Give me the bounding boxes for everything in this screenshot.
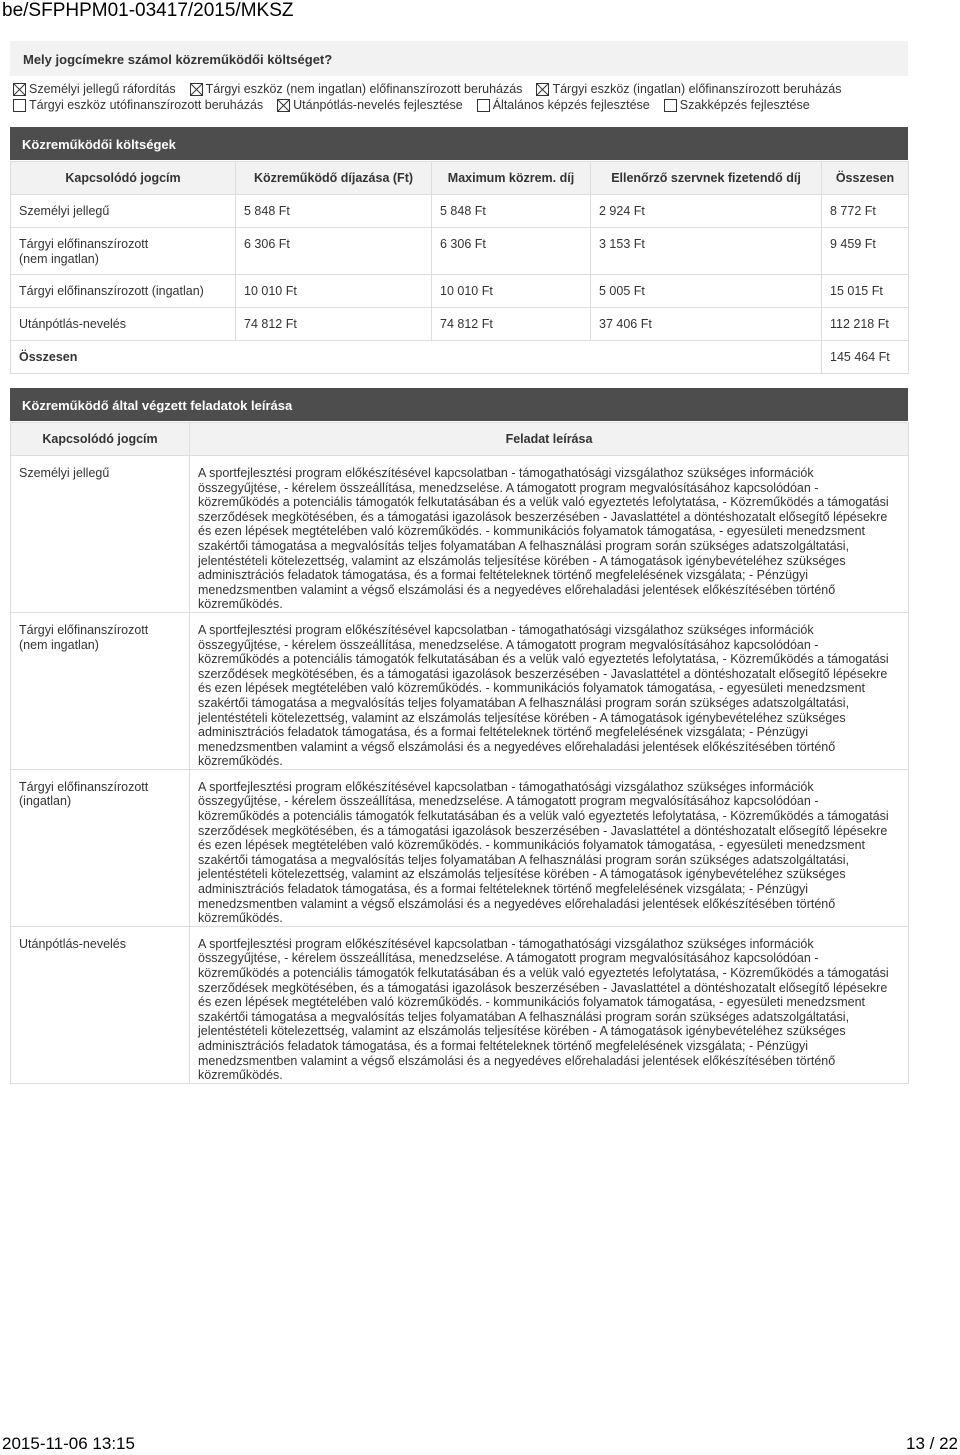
table-cell: Tárgyi előfinanszírozott (ingatlan) xyxy=(11,275,236,308)
table-cell: Utánpótlás-nevelés xyxy=(11,308,236,341)
column-header: Feladat leírása xyxy=(190,423,909,456)
task-description: A sportfejlesztési program előkészítésével kapcsolatban - támogathatósági vizsgálathoz szükséges információk összegyűjtése, - kérelem összeállítása, menedzselése. A támogatott program megvalósításához kapcsolódóan - közreműködés a potenciális támogatók felkutatásában és a velük való egyeztetés lefolytatása, - Közreműködés a támogatási szerződések megkötésében, és a támogatási igazolások beszerzésében - Javaslattétel a döntéshozatalt elősegítő lépésekre és ezen lépések megtételében való közreműködés. - kommunikációs folyamatok támogatása, - egyesületi menedzsment szakértői támogatása a megvalósítás teljes folyamatában A felhasználási program során szükséges adatszolgáltatási, jelentéstételi kötelezettség, valamint az elszámolás teljesítése körében - A támogatások igénybevételéhez szükséges adminisztrációs feladatok támogatása, és a formai feltételeknek történő megfelelésének vizsgálata; - Pénzügyi menedzsmentben valamint a végső elszámolási és a negyedéves előrehaladási jelentések előkészítésében történő közreműködés. xyxy=(190,769,909,926)
table-row xyxy=(11,308,909,341)
costs-header-row xyxy=(11,162,909,195)
table-cell: Személyi jellegű xyxy=(11,195,236,228)
question-title: Mely jogcímekre számol közreműködői költséget? xyxy=(10,41,908,76)
footer-timestamp: 2015-11-06 13:15 xyxy=(2,1434,135,1453)
empty-cell xyxy=(236,341,432,374)
checked-box-icon xyxy=(13,83,26,96)
total-row xyxy=(11,341,909,374)
table-row xyxy=(11,228,909,275)
page-number: 13 / 22 xyxy=(906,1434,958,1453)
table-row xyxy=(11,275,909,308)
option-general-training[interactable] xyxy=(477,98,650,112)
checked-box-icon xyxy=(277,99,290,112)
task-category: Tárgyi előfinanszírozott (ingatlan) xyxy=(11,769,190,926)
table-cell: 74 812 Ft xyxy=(432,308,591,341)
table-row xyxy=(11,195,909,228)
table-row xyxy=(11,769,909,926)
costs-section-title: Közreműködői költségek xyxy=(10,127,908,160)
option-youth-development[interactable] xyxy=(277,98,463,112)
option-label: Személyi jellegű ráfordítás xyxy=(29,82,176,96)
option-label: Szakképzés fejlesztése xyxy=(679,98,810,112)
table-cell: 74 812 Ft xyxy=(236,308,432,341)
unchecked-box-icon xyxy=(477,99,490,112)
option-label: Utánpótlás-nevelés fejlesztése xyxy=(293,98,463,112)
option-personal[interactable] xyxy=(13,82,176,96)
table-cell: 5 848 Ft xyxy=(236,195,432,228)
total-value: 145 464 Ft xyxy=(822,341,909,374)
option-asset-non-property[interactable] xyxy=(190,82,523,96)
column-header: Ellenőrző szervnek fizetendő díj xyxy=(591,162,822,195)
table-cell: 6 306 Ft xyxy=(236,228,432,275)
task-category: Utánpótlás-nevelés xyxy=(11,926,190,1083)
option-label: Tárgyi eszköz utófinanszírozott beruházás xyxy=(29,98,264,112)
unchecked-box-icon xyxy=(13,99,26,112)
table-cell: 9 459 Ft xyxy=(822,228,909,275)
table-cell: 112 218 Ft xyxy=(822,308,909,341)
checkbox-row-2 xyxy=(13,97,824,113)
option-label: Tárgyi eszköz (ingatlan) előfinanszírozott beruházás xyxy=(552,82,842,96)
table-cell: 2 924 Ft xyxy=(591,195,822,228)
column-header: Összesen xyxy=(822,162,909,195)
table-cell: 8 772 Ft xyxy=(822,195,909,228)
option-asset-postfinanced[interactable] xyxy=(13,98,263,112)
total-label: Összesen xyxy=(11,341,236,374)
task-category: Személyi jellegű xyxy=(11,456,190,613)
column-header: Kapcsolódó jogcím xyxy=(11,423,190,456)
table-cell: 15 015 Ft xyxy=(822,275,909,308)
table-row xyxy=(11,456,909,613)
task-category: Tárgyi előfinanszírozott (nem ingatlan) xyxy=(11,612,190,769)
tasks-header-row xyxy=(11,423,909,456)
checked-box-icon xyxy=(536,83,549,96)
table-cell: 5 005 Ft xyxy=(591,275,822,308)
table-cell: Tárgyi előfinanszírozott (nem ingatlan) xyxy=(11,228,236,275)
empty-cell xyxy=(591,341,822,374)
table-cell: 6 306 Ft xyxy=(432,228,591,275)
costs-table xyxy=(10,161,909,374)
document-id-header: be/SFPHPM01-03417/2015/MKSZ xyxy=(2,0,294,21)
task-description: A sportfejlesztési program előkészítésével kapcsolatban - támogathatósági vizsgálathoz szükséges információk összegyűjtése, - kérelem összeállítása, menedzselése. A támogatott program megvalósításához kapcsolódóan - közreműködés a potenciális támogatók felkutatásában és a velük való egyeztetés lefolytatása, - Közreműködés a támogatási szerződések megkötésében, és a támogatási igazolások beszerzésében - Javaslattétel a döntéshozatalt elősegítő lépésekre és ezen lépések megtételében való közreműködés. - kommunikációs folyamatok támogatása, - egyesületi menedzsment szakértői támogatása a megvalósítás teljes folyamatában A felhasználási program során szükséges adatszolgáltatási, jelentéstételi kötelezettség, valamint az elszámolás teljesítése körében - A támogatások igénybevételéhez szükséges adminisztrációs feladatok támogatása, és a formai feltételeknek történő megfelelésének vizsgálata; - Pénzügyi menedzsmentben valamint a végső elszámolási és a negyedéves előrehaladási jelentések előkészítésében történő közreműködés. xyxy=(190,926,909,1083)
table-cell: 10 010 Ft xyxy=(236,275,432,308)
column-header: Maximum közrem. díj xyxy=(432,162,591,195)
option-label: Általános képzés fejlesztése xyxy=(492,98,650,112)
option-label: Tárgyi eszköz (nem ingatlan) előfinanszírozott beruházás xyxy=(205,82,523,96)
tasks-section-title: Közreműködő által végzett feladatok leírása xyxy=(10,388,908,421)
unchecked-box-icon xyxy=(664,99,677,112)
option-asset-property[interactable] xyxy=(536,82,841,96)
table-row xyxy=(11,926,909,1083)
checkbox-row-1 xyxy=(13,81,855,97)
table-cell: 5 848 Ft xyxy=(432,195,591,228)
table-cell: 3 153 Ft xyxy=(591,228,822,275)
tasks-table xyxy=(10,422,909,1084)
table-cell: 10 010 Ft xyxy=(432,275,591,308)
table-row xyxy=(11,612,909,769)
column-header: Közreműködő díjazása (Ft) xyxy=(236,162,432,195)
task-description: A sportfejlesztési program előkészítésével kapcsolatban - támogathatósági vizsgálathoz szükséges információk összegyűjtése, - kérelem összeállítása, menedzselése. A támogatott program megvalósításához kapcsolódóan - közreműködés a potenciális támogatók felkutatásában és a velük való egyeztetés lefolytatása, - Közreműködés a támogatási szerződések megkötésében, és a támogatási igazolások beszerzésében - Javaslattétel a döntéshozatalt elősegítő lépésekre és ezen lépések megtételében való közreműködés. - kommunikációs folyamatok támogatása, - egyesületi menedzsment szakértői támogatása a megvalósítás teljes folyamatában A felhasználási program során szükséges adatszolgáltatási, jelentéstételi kötelezettség, valamint az elszámolás teljesítése körében - A támogatások igénybevételéhez szükséges adminisztrációs feladatok támogatása, és a formai feltételeknek történő megfelelésének vizsgálata; - Pénzügyi menedzsmentben valamint a végső elszámolási és a negyedéves előrehaladási jelentések előkészítésében történő közreműködés. xyxy=(190,612,909,769)
task-description: A sportfejlesztési program előkészítésével kapcsolatban - támogathatósági vizsgálathoz szükséges információk összegyűjtése, - kérelem összeállítása, menedzselése. A támogatott program megvalósításához kapcsolódóan - közreműködés a potenciális támogatók felkutatásában és a velük való egyeztetés lefolytatása, - Közreműködés a támogatási szerződések megkötésében, és a támogatási igazolások beszerzésében - Javaslattétel a döntéshozatalt elősegítő lépésekre és ezen lépések megtételében való közreműködés. - kommunikációs folyamatok támogatása, - egyesületi menedzsment szakértői támogatása a megvalósítás teljes folyamatában A felhasználási program során szükséges adatszolgáltatási, jelentéstételi kötelezettség, valamint az elszámolás teljesítése körében - A támogatások igénybevételéhez szükséges adminisztrációs feladatok támogatása, és a formai feltételeknek történő megfelelésének vizsgálata; - Pénzügyi menedzsmentben valamint a végső elszámolási és a negyedéves előrehaladási jelentések előkészítésében történő közreműködés. xyxy=(190,456,909,613)
checked-box-icon xyxy=(190,83,203,96)
empty-cell xyxy=(432,341,591,374)
option-vocational-training[interactable] xyxy=(664,98,810,112)
column-header: Kapcsolódó jogcím xyxy=(11,162,236,195)
table-cell: 37 406 Ft xyxy=(591,308,822,341)
